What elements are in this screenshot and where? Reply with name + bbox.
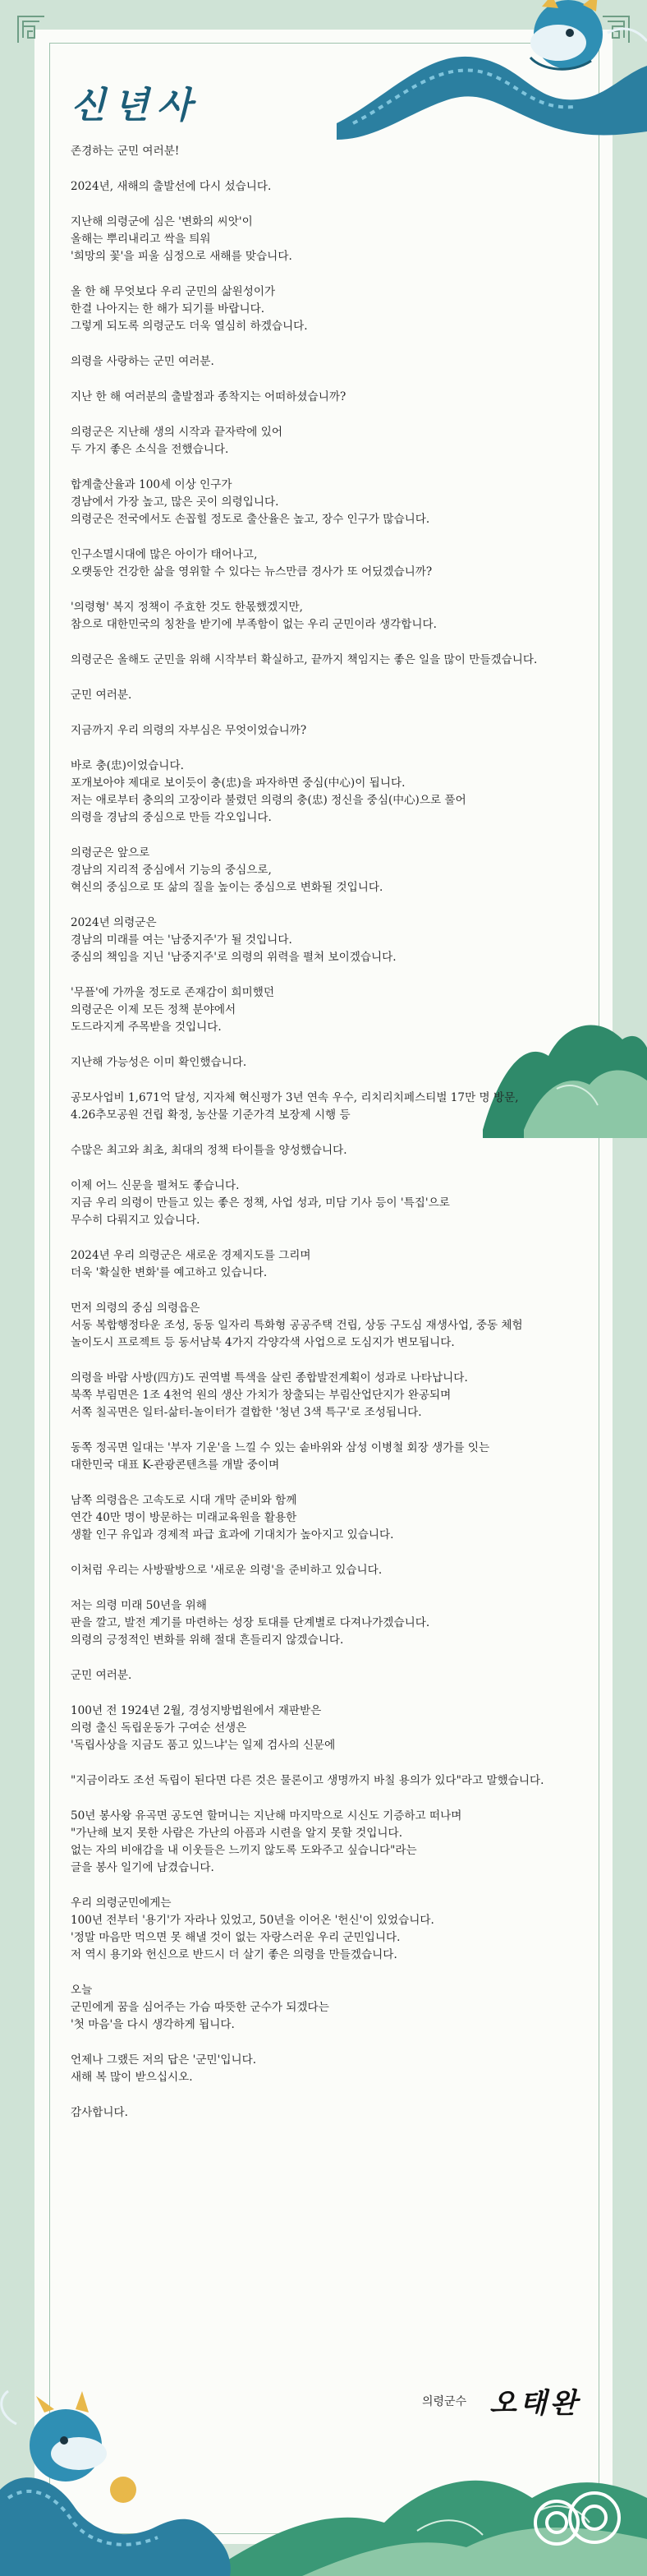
paragraph [71, 1440, 571, 1474]
text-line: 의령군은 전국에서도 손꼽힐 정도로 출산율은 높고, 장수 인구가 많습니다. [71, 513, 430, 526]
text-line: 언제나 그랬든 저의 답은 '군민'입니다. [71, 2053, 257, 2067]
text-line: "가난해 보지 못한 사람은 가난의 아픔과 시련을 알지 못할 것입니다. [71, 1827, 403, 1840]
text-line: 새해 복 많이 받으십시오. [71, 2071, 193, 2084]
text-line: 이처럼 우리는 사방팔방으로 '새로운 의령'을 준비하고 있습니다. [71, 1564, 383, 1577]
text-line: 바로 충(忠)이었습니다. [71, 759, 184, 772]
text-line: 동쪽 정곡면 일대는 '부자 기운'을 느낄 수 있는 솥바위와 삼성 이병철 회장 생가를 잇는 [71, 1441, 490, 1454]
text-line: 의령의 긍정적인 변화를 위해 절대 흔들리지 않겠습니다. [71, 1634, 344, 1647]
paragraph [71, 424, 571, 459]
blue-dragon-icon [0, 2366, 246, 2576]
text-line: 지금 우리 의령이 만들고 있는 좋은 정책, 사업 성과, 미담 기사 등이 '특집'으로 [71, 1196, 450, 1210]
text-line: 서쪽 칠곡면은 일터-삶터-놀이터가 결합한 '청년 3색 특구'로 조성됩니다. [71, 1406, 422, 1419]
text-line: 2024년 우리 의령군은 새로운 경제지도를 그리며 [71, 1249, 311, 1262]
paragraph [71, 1562, 571, 1579]
text-line: 100년 전 1924년 2월, 경성지방법원에서 재판받은 [71, 1704, 322, 1717]
text-line: 의령을 경남의 중심으로 만들 각오입니다. [71, 811, 272, 824]
text-line: '무플'에 가까울 정도로 존재감이 희미했던 [71, 986, 274, 999]
text-line: 그렇게 되도록 의령군도 더욱 열심히 하겠습니다. [71, 320, 308, 333]
text-line: 2024년, 새해의 출발선에 다시 섰습니다. [71, 180, 272, 193]
paragraph [71, 652, 571, 669]
paragraph [71, 1808, 571, 1877]
text-line: 판을 깔고, 발전 계기를 마련하는 성장 토대를 단계별로 다져나가겠습니다. [71, 1616, 430, 1629]
paragraph [71, 1142, 571, 1159]
signature-name: 오태완 [489, 2387, 580, 2420]
text-line: 저 역시 용기와 헌신으로 반드시 더 살기 좋은 의령을 만들겠습니다. [71, 1948, 397, 1961]
text-line: '첫 마음'을 다시 생각하게 됩니다. [71, 2018, 235, 2031]
text-line: 50년 봉사왕 유곡면 공도연 할머니는 지난해 마지막으로 시신도 기증하고 떠나며 [71, 1809, 462, 1823]
cloud-icon [524, 2482, 631, 2555]
text-line: 놀이도시 프로젝트 등 동서남북 4가지 각양각색 사업으로 도심지가 변모됩니다. [71, 1336, 455, 1349]
paragraph [71, 2104, 571, 2122]
text-line: 경남에서 가장 높고, 많은 곳이 의령입니다. [71, 495, 279, 509]
text-line: 남쪽 의령읍은 고속도로 시대 개막 준비와 함께 [71, 1494, 297, 1507]
paragraph [71, 687, 571, 704]
paragraph [71, 758, 571, 827]
text-line: 인구소멸시대에 많은 아이가 태어나고, [71, 548, 258, 561]
paragraph [71, 477, 571, 528]
text-line: 북쪽 부림면은 1조 4천억 원의 생산 가치가 창출되는 부림산업단지가 완공되며 [71, 1389, 452, 1402]
text-line: 의령군은 지난해 생의 시작과 끝자락에 있어 [71, 426, 282, 439]
text-line: 합계출산율과 100세 이상 인구가 [71, 478, 232, 491]
text-line: 우리 의령군민에게는 [71, 1896, 172, 1910]
text-line: 한결 나아지는 한 해가 되기를 바랍니다. [71, 302, 265, 316]
text-line: '의령형' 복지 정책이 주효한 것도 한몫했겠지만, [71, 601, 303, 614]
paragraph [71, 722, 571, 740]
text-line: '정말 마음만 먹으면 못 해낼 것이 없는 자랑스러운 우리 군민입니다. [71, 1931, 401, 1944]
paragraph [71, 1597, 571, 1649]
text-line: 대한민국 대표 K-관광콘텐츠를 개발 중이며 [71, 1459, 280, 1472]
text-line: 의령 출신 독립운동가 구여순 선생은 [71, 1721, 247, 1735]
text-line: 수많은 최고와 최초, 최대의 정책 타이틀을 양성했습니다. [71, 1144, 347, 1157]
text-line: 올해는 뿌리내리고 싹을 틔워 [71, 233, 211, 246]
paragraph [71, 1667, 571, 1684]
text-line: 서동 복합행정타운 조성, 동동 일자리 특화형 공공주택 건립, 상동 구도심 재생사업, 중동 체험 [71, 1319, 523, 1332]
text-line: 무수히 다뤄지고 있습니다. [71, 1214, 200, 1227]
text-line: 이제 어느 신문을 펼쳐도 좋습니다. [71, 1179, 240, 1192]
text-line: 오늘 [71, 1984, 93, 1997]
paragraph [71, 546, 571, 581]
text-line: 의령군은 올해도 군민을 위해 시작부터 확실하고, 끝까지 책임지는 좋은 일을 많이 만들겠습니다. [71, 653, 538, 666]
paragraph [71, 283, 571, 335]
text-line: 글을 봉사 일기에 남겼습니다. [71, 1861, 214, 1874]
paragraph [71, 984, 571, 1036]
text-line: 더욱 '확실한 변화'를 예고하고 있습니다. [71, 1266, 268, 1279]
text-line: '독립사상을 지금도 품고 있느냐'는 일제 검사의 신문에 [71, 1739, 336, 1752]
page-title: 신년사 [71, 85, 200, 127]
text-line: 경남의 미래를 여는 '남중지주'가 될 것입니다. [71, 933, 292, 947]
text-line: 포개보아야 제대로 보이듯이 충(忠)을 파자하면 중심(中心)이 됩니다. [71, 776, 406, 790]
paragraph [71, 845, 571, 896]
text-line: 지난해 가능성은 이미 확인했습니다. [71, 1056, 247, 1069]
text-line: 4.26추모공원 건립 확정, 농산물 기준가격 보장제 시행 등 [71, 1108, 351, 1122]
text-line: 의령을 사랑하는 군민 여러분. [71, 355, 214, 368]
text-line: 100년 전부터 '용기'가 자라나 있었고, 50년을 이어온 '헌신'이 있었습니다. [71, 1914, 434, 1927]
letter-body [71, 143, 571, 2140]
blue-dragon-icon [337, 0, 647, 140]
text-line: 연간 40만 명이 방문하는 미래교육원을 활용한 [71, 1511, 297, 1524]
text-line: 오랫동안 건강한 삶을 영위할 수 있다는 뉴스만큼 경사가 또 어딨겠습니까? [71, 565, 433, 578]
paragraph [71, 1492, 571, 1544]
paragraph [71, 1247, 571, 1282]
paragraph [71, 2052, 571, 2086]
text-line: 감사합니다. [71, 2106, 128, 2119]
text-line: 의령군은 이제 모든 정책 분야에서 [71, 1003, 236, 1016]
paragraph [71, 1772, 571, 1790]
paragraph [71, 599, 571, 634]
text-line: 지난해 의령군에 심은 '변화의 씨앗'이 [71, 215, 253, 228]
text-line: 공모사업비 1,671억 달성, 지자체 혁신평가 3년 연속 우수, 리치리치페스티벌 17만 명 방문, [71, 1091, 519, 1104]
paragraph [71, 1300, 571, 1352]
text-line: 없는 자의 비애감을 내 이웃들은 느끼지 않도록 도와주고 싶습니다"라는 [71, 1844, 417, 1857]
paragraph [71, 915, 571, 966]
paragraph [71, 1982, 571, 2034]
text-line: 지난 한 해 여러분의 출발점과 종착지는 어떠하셨습니까? [71, 390, 346, 403]
text-line: 군민 여러분. [71, 1669, 132, 1682]
paragraph [71, 214, 571, 265]
paragraph [71, 1895, 571, 1964]
text-line: 존경하는 군민 여러분! [71, 145, 180, 158]
text-line: 도드라지게 주목받을 것입니다. [71, 1021, 222, 1034]
lattice-corner-icon [15, 13, 48, 46]
paragraph [71, 1177, 571, 1229]
text-line: 올 한 해 무엇보다 우리 군민의 삶원성이가 [71, 285, 276, 298]
text-line: 의령을 바람 사방(四方)도 권역별 특색을 살린 종합발전계획이 성과로 나타납니다. [71, 1371, 468, 1385]
text-line: 경남의 지리적 중심에서 기능의 중심으로, [71, 864, 272, 877]
text-line: "지금이라도 조선 독립이 된다면 다른 것은 물론이고 생명까지 바칠 용의가 있다"라고 말했습니다. [71, 1774, 544, 1787]
paragraph [71, 1703, 571, 1754]
paragraph [71, 1054, 571, 1071]
text-line: 저는 의령 미래 50년을 위해 [71, 1599, 207, 1612]
text-line: 혁신의 중심으로 또 삶의 질을 높이는 중심으로 변화될 것입니다. [71, 881, 383, 894]
signature-block [422, 2380, 580, 2421]
signature-role: 의령군수 [422, 2394, 467, 2408]
text-line: 참으로 대한민국의 칭찬을 받기에 부족함이 없는 우리 군민이라 생각합니다. [71, 618, 437, 631]
paragraph [71, 143, 571, 160]
paragraph [71, 389, 571, 406]
paragraph [71, 178, 571, 196]
text-line: 저는 애로부터 충의의 고장이라 불렸던 의령의 충(忠) 정신을 중심(中心)으로 풀어 [71, 794, 466, 807]
paragraph [71, 1090, 571, 1124]
text-line: 군민에게 꿈을 심어주는 가슴 따뜻한 군수가 되겠다는 [71, 2001, 329, 2014]
text-line: 군민 여러분. [71, 689, 132, 702]
text-line: 지금까지 우리 의령의 자부심은 무엇이었습니까? [71, 724, 307, 737]
text-line: 의령군은 앞으로 [71, 846, 150, 859]
text-line: 중심의 책임을 지닌 '남중지주'로 의령의 위력을 펼쳐 보이겠습니다. [71, 951, 397, 964]
text-line: 2024년 의령군은 [71, 916, 157, 929]
text-line: 생활 인구 유입과 경제적 파급 효과에 기대치가 높아지고 있습니다. [71, 1528, 394, 1541]
text-line: '희망의 꽃'을 피울 심정으로 새해를 맞습니다. [71, 250, 292, 263]
text-line: 먼저 의령의 중심 의령읍은 [71, 1302, 200, 1315]
text-line: 두 가지 좋은 소식을 전했습니다. [71, 443, 229, 456]
paragraph [71, 353, 571, 371]
paragraph [71, 1370, 571, 1422]
